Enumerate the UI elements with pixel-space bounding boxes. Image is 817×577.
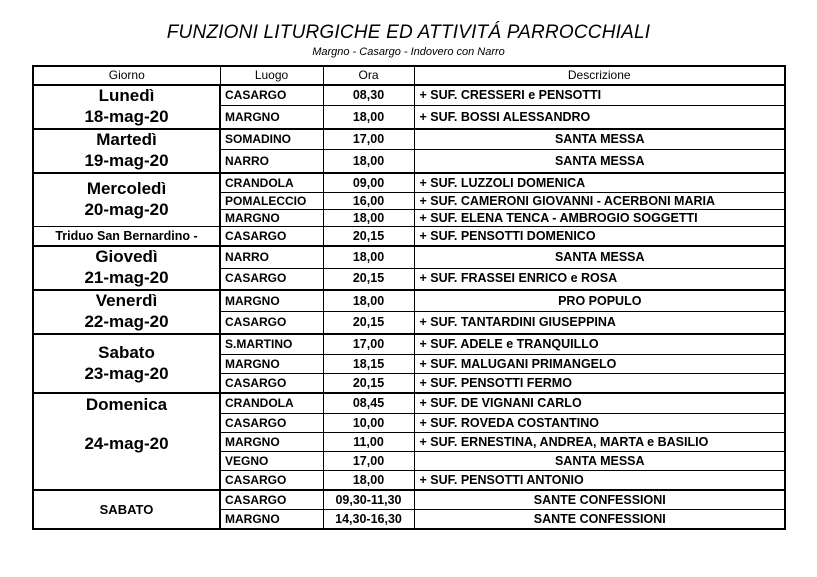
ora-cell: 09,00: [323, 173, 414, 193]
day-cell: [33, 173, 220, 227]
luogo-cell: CASARGO: [220, 268, 323, 290]
header-luogo: Luogo: [220, 66, 323, 85]
desc-cell: + SUF. PENSOTTI DOMENICO: [414, 227, 785, 247]
desc-cell: + SUF. CAMERONI GIOVANNI - ACERBONI MARIA: [414, 193, 785, 210]
desc-cell: + SUF. LUZZOLI DOMENICA: [414, 173, 785, 193]
luogo-cell: CASARGO: [220, 490, 323, 510]
ora-cell: 17,00: [323, 334, 414, 355]
table-row: [33, 290, 785, 312]
ora-cell: 18,15: [323, 355, 414, 374]
day-date: 24-mag-20: [84, 434, 169, 453]
day-cell: [33, 129, 220, 173]
desc-cell: + SUF. PENSOTTI FERMO: [414, 374, 785, 394]
luogo-cell: CASARGO: [220, 471, 323, 491]
desc-cell: + SUF. ERNESTINA, ANDREA, MARTA e BASILIO: [414, 433, 785, 452]
luogo-cell: CRANDOLA: [220, 393, 323, 414]
day-cell: [33, 290, 220, 334]
ora-cell: 18,00: [323, 471, 414, 491]
ora-cell: 18,00: [323, 246, 414, 268]
desc-cell: PRO POPULO: [414, 290, 785, 312]
desc-cell: SANTA MESSA: [414, 129, 785, 150]
desc-cell: + SUF. DE VIGNANI CARLO: [414, 393, 785, 414]
header-descrizione: Descrizione: [414, 66, 785, 85]
table-row: [33, 490, 785, 510]
day-name: Giovedì: [95, 247, 158, 266]
schedule-table: [32, 65, 786, 530]
day-name: Lunedì: [98, 86, 155, 105]
luogo-cell: VEGNO: [220, 452, 323, 471]
desc-cell: + SUF. ROVEDA COSTANTINO: [414, 414, 785, 433]
ora-cell: 18,00: [323, 290, 414, 312]
ora-cell: 20,15: [323, 227, 414, 247]
day-name: Martedì: [96, 130, 157, 149]
desc-cell: + SUF. ELENA TENCA - AMBROGIO SOGGETTI: [414, 210, 785, 227]
day-cell: [33, 393, 220, 490]
luogo-cell: CASARGO: [220, 414, 323, 433]
day-name: SABATO: [99, 502, 154, 517]
day-date: 23-mag-20: [84, 363, 169, 383]
ora-cell: 17,00: [323, 129, 414, 150]
luogo-cell: CASARGO: [220, 227, 323, 247]
day-name: Mercoledì: [86, 179, 167, 198]
day-date: 22-mag-20: [84, 312, 169, 331]
desc-cell: + SUF. PENSOTTI ANTONIO: [414, 471, 785, 491]
day-cell: [33, 334, 220, 393]
table-row: [33, 246, 785, 268]
ora-cell: 18,00: [323, 150, 414, 173]
luogo-cell: MARGNO: [220, 106, 323, 129]
table-row: [33, 85, 785, 106]
header-ora: Ora: [323, 66, 414, 85]
luogo-cell: CRANDOLA: [220, 173, 323, 193]
ora-cell: 10,00: [323, 414, 414, 433]
ora-cell: 17,00: [323, 452, 414, 471]
luogo-cell: S.MARTINO: [220, 334, 323, 355]
luogo-cell: CASARGO: [220, 85, 323, 106]
desc-cell: + SUF. TANTARDINI GIUSEPPINA: [414, 312, 785, 335]
table-row: [33, 227, 785, 247]
luogo-cell: MARGNO: [220, 510, 323, 530]
luogo-cell: MARGNO: [220, 433, 323, 452]
header-row: [33, 66, 785, 85]
ora-cell: 16,00: [323, 193, 414, 210]
ora-cell: 18,00: [323, 106, 414, 129]
triduo-label: Triduo San Bernardino -: [33, 227, 220, 247]
day-date: 18-mag-20: [84, 107, 169, 126]
day-name: Domenica: [85, 395, 168, 414]
luogo-cell: POMALECCIO: [220, 193, 323, 210]
ora-cell: 18,00: [323, 210, 414, 227]
day-cell: [33, 85, 220, 129]
luogo-cell: SOMADINO: [220, 129, 323, 150]
desc-cell: SANTA MESSA: [414, 452, 785, 471]
table-row: [33, 393, 785, 414]
day-cell: [33, 246, 220, 290]
desc-cell: + SUF. ADELE e TRANQUILLO: [414, 334, 785, 355]
ora-cell: 08,45: [323, 393, 414, 414]
luogo-cell: CASARGO: [220, 374, 323, 394]
day-date: 21-mag-20: [84, 268, 169, 287]
ora-cell: 20,15: [323, 374, 414, 394]
day-date: 20-mag-20: [84, 200, 169, 219]
luogo-cell: NARRO: [220, 246, 323, 268]
day-cell: [33, 490, 220, 529]
luogo-cell: MARGNO: [220, 210, 323, 227]
page-subtitle: Margno - Casargo - Indovero con Narro: [312, 46, 505, 58]
desc-cell: + SUF. MALUGANI PRIMANGELO: [414, 355, 785, 374]
ora-cell: 08,30: [323, 85, 414, 106]
table-row: [33, 173, 785, 193]
luogo-cell: CASARGO: [220, 312, 323, 335]
desc-cell: + SUF. FRASSEI ENRICO e ROSA: [414, 268, 785, 290]
day-name: Venerdì: [95, 291, 158, 310]
ora-cell: 09,30-11,30: [323, 490, 414, 510]
ora-cell: 20,15: [323, 312, 414, 335]
ora-cell: 20,15: [323, 268, 414, 290]
header-giorno: Giorno: [33, 66, 220, 85]
table-row: [33, 334, 785, 355]
ora-cell: 11,00: [323, 433, 414, 452]
desc-cell: SANTA MESSA: [414, 150, 785, 173]
day-date: 19-mag-20: [84, 151, 169, 170]
table-row: [33, 129, 785, 150]
desc-cell: + SUF. CRESSERI e PENSOTTI: [414, 85, 785, 106]
desc-cell: SANTE CONFESSIONI: [414, 510, 785, 530]
day-name: Sabato: [98, 342, 155, 362]
desc-cell: SANTA MESSA: [414, 246, 785, 268]
desc-cell: SANTE CONFESSIONI: [414, 490, 785, 510]
luogo-cell: MARGNO: [220, 355, 323, 374]
luogo-cell: MARGNO: [220, 290, 323, 312]
page-title: FUNZIONI LITURGICHE ED ATTIVITÁ PARROCCHIALI: [166, 22, 651, 43]
ora-cell: 14,30-16,30: [323, 510, 414, 530]
luogo-cell: NARRO: [220, 150, 323, 173]
desc-cell: + SUF. BOSSI ALESSANDRO: [414, 106, 785, 129]
